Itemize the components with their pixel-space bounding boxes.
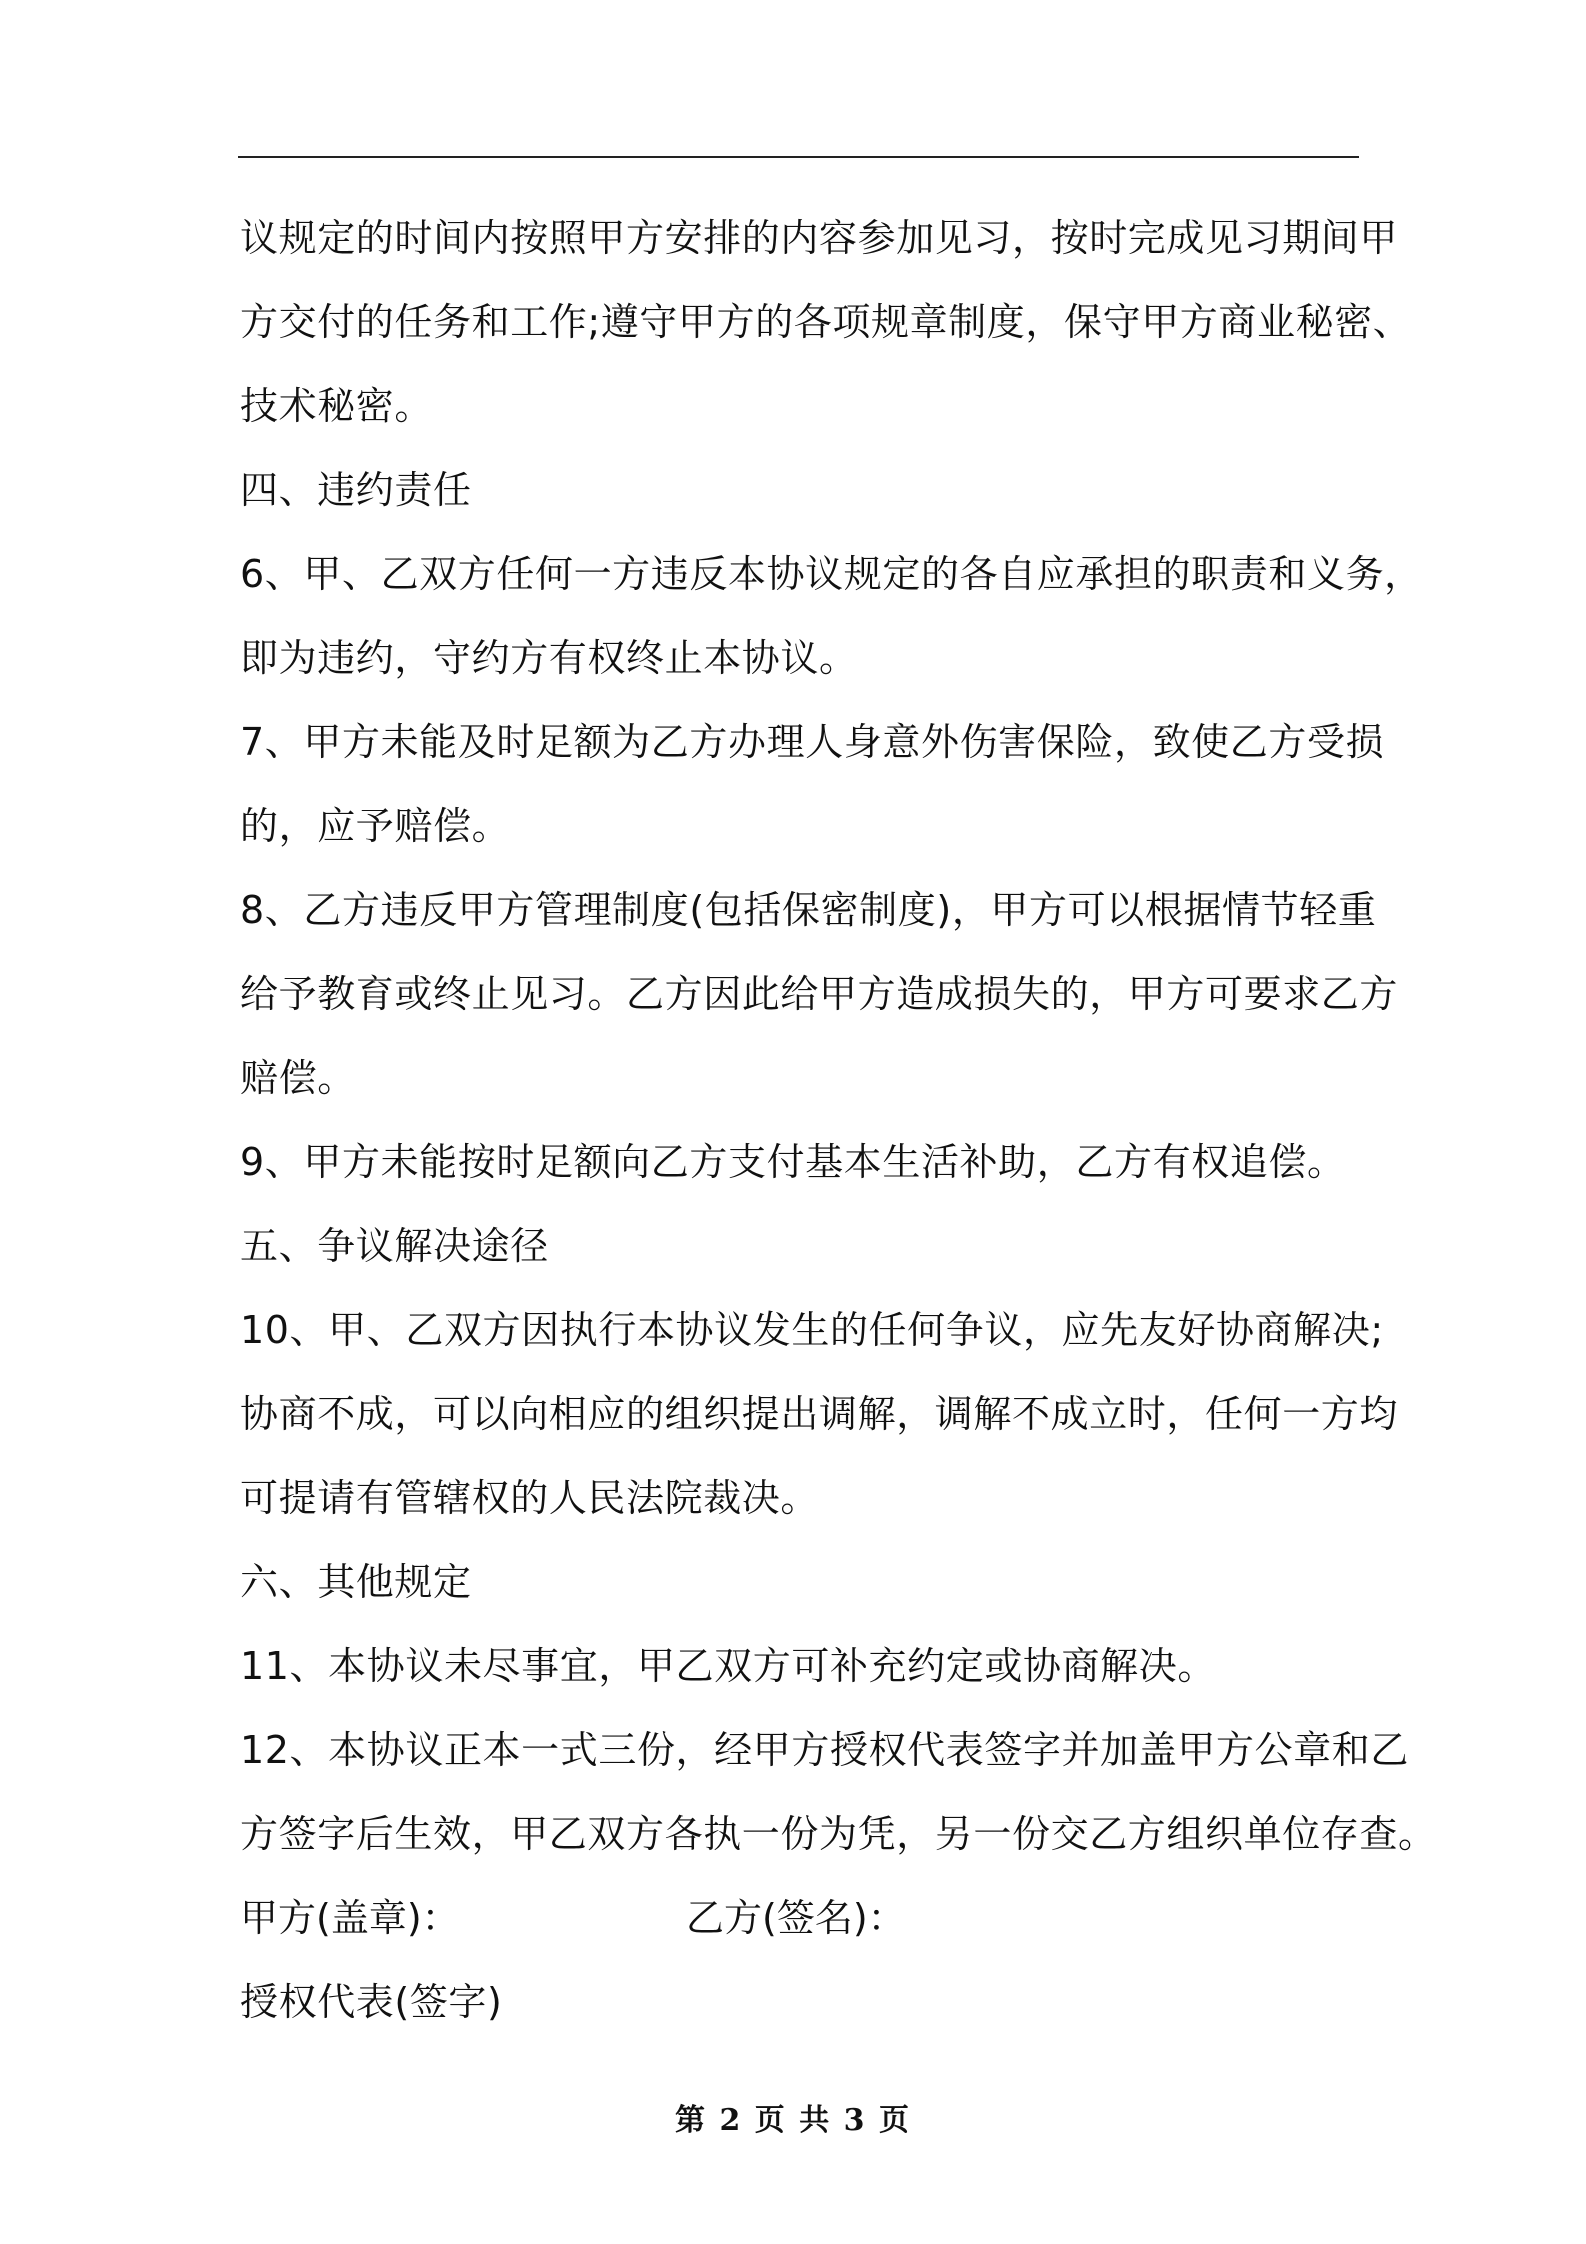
text-line: 即为违约，守约方有权终止本协议。: [240, 636, 858, 680]
page-number: 第 2 页 共 3 页: [675, 2103, 911, 2138]
text-line: 6、甲、乙双方任何一方违反本协议规定的各自应承担的职责和义务，: [240, 552, 1423, 596]
section-heading: 五、争议解决途径: [240, 1224, 549, 1268]
text-line: 12、本协议正本一式三份，经甲方授权代表签字并加盖甲方公章和乙: [240, 1728, 1409, 1772]
text-line: 8、乙方违反甲方管理制度(包括保密制度)，甲方可以根据情节轻重: [240, 888, 1377, 932]
text-line: 方签字后生效，甲乙双方各执一份为凭，另一份交乙方组织单位存查。: [240, 1812, 1437, 1856]
text-line: 议规定的时间内按照甲方安排的内容参加见习，按时完成见习期间甲: [240, 216, 1399, 260]
section-heading: 四、违约责任: [240, 468, 472, 512]
text-line: 10、甲、乙双方因执行本协议发生的任何争议，应先友好协商解决;: [240, 1308, 1384, 1352]
text-line: 给予教育或终止见习。乙方因此给甲方造成损失的，甲方可要求乙方: [240, 972, 1399, 1016]
document-body: [240, 196, 1437, 2044]
party-b-signature-label: 乙方(签名)：: [686, 1896, 906, 1940]
representative-signature-label: 授权代表(签字): [240, 1980, 503, 2024]
text-line: 可提请有管辖权的人民法院裁决。: [240, 1476, 820, 1520]
section-heading: 六、其他规定: [240, 1560, 472, 1604]
text-line: 7、甲方未能及时足额为乙方办理人身意外伤害保险，致使乙方受损: [240, 720, 1385, 764]
header-rule: [238, 156, 1359, 158]
party-a-signature-label: 甲方(盖章)：: [240, 1896, 460, 1940]
text-line: 方交付的任务和工作;遵守甲方的各项规章制度，保守甲方商业秘密、: [240, 300, 1412, 344]
text-line: 9、甲方未能按时足额向乙方支付基本生活补助，乙方有权追偿。: [240, 1140, 1346, 1184]
signature-row: [240, 1876, 1370, 1960]
text-line: 协商不成，可以向相应的组织提出调解，调解不成立时，任何一方均: [240, 1392, 1399, 1436]
text-line: 赔偿。: [240, 1056, 356, 1100]
text-line: 的，应予赔偿。: [240, 804, 511, 848]
text-line: 11、本协议未尽事宜，甲乙双方可补充约定或协商解决。: [240, 1644, 1216, 1688]
text-line: 技术秘密。: [240, 384, 434, 428]
